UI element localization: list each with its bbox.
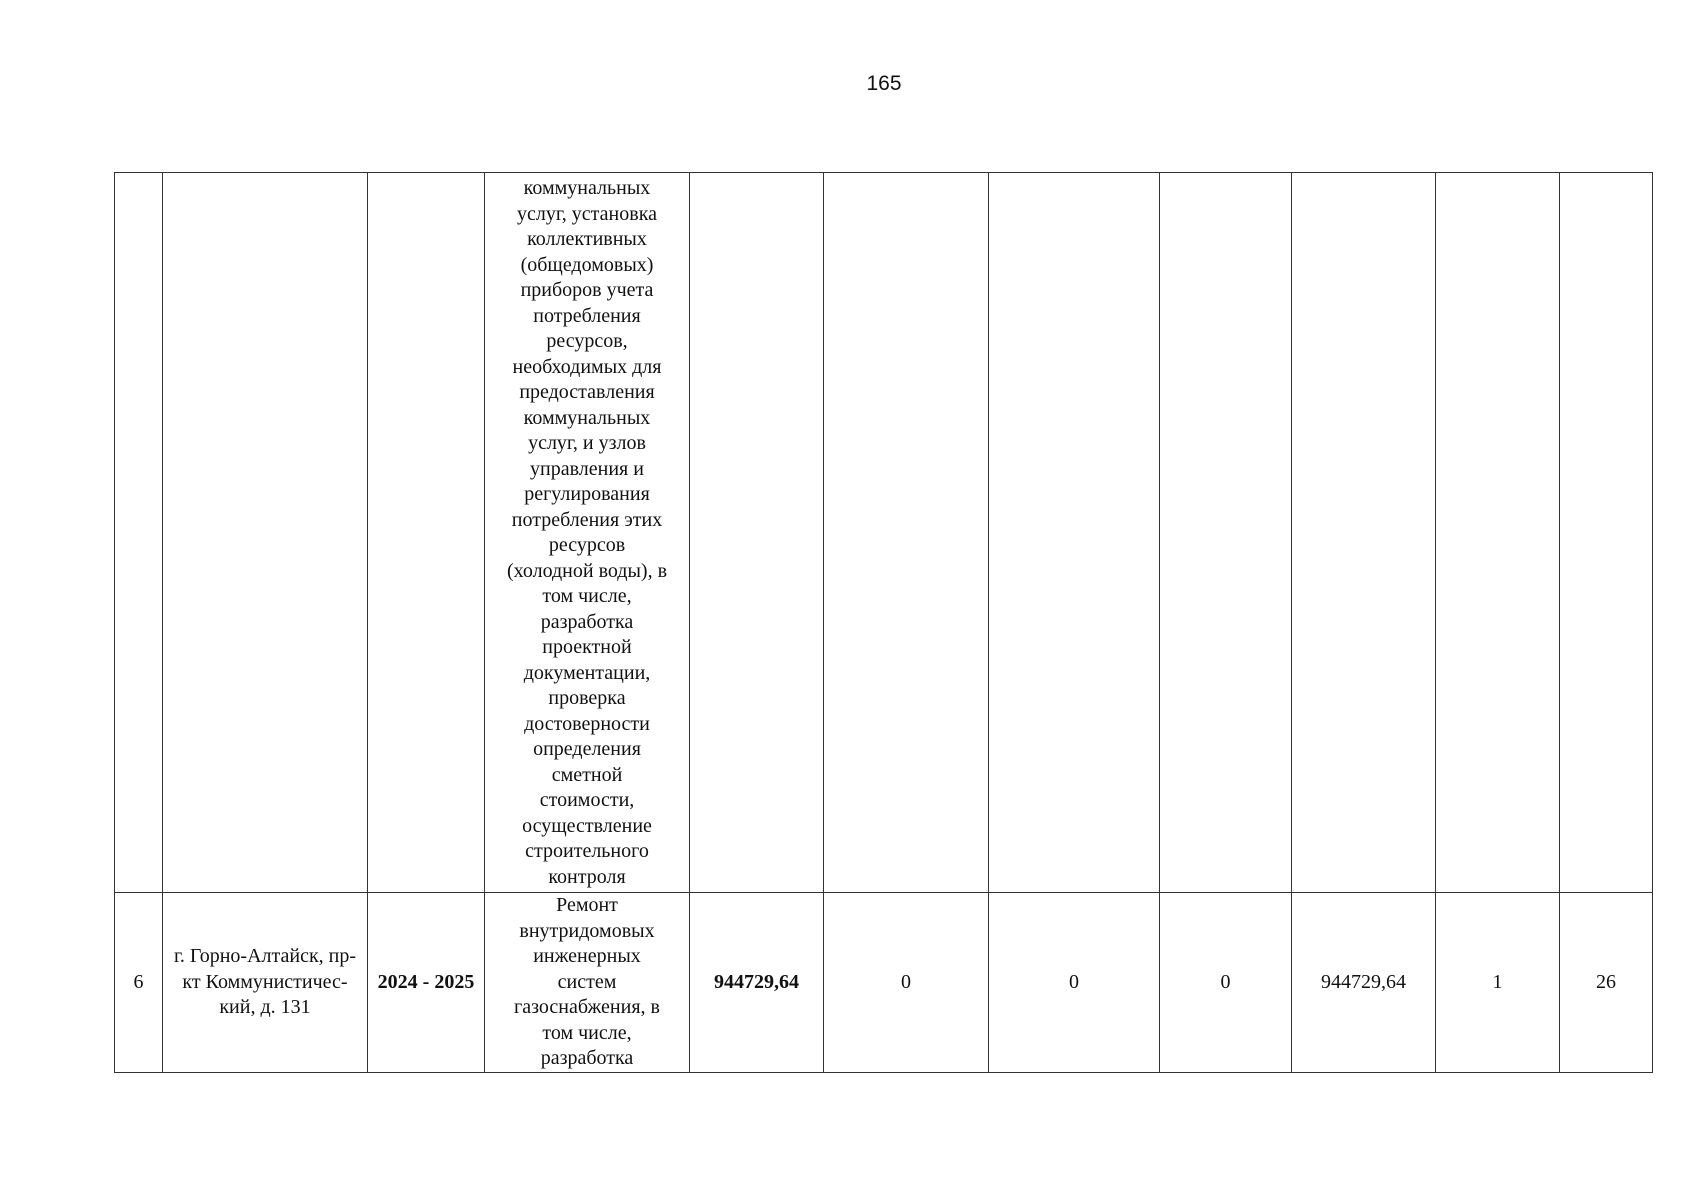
cell-address (163, 173, 368, 893)
cell-col10 (1436, 173, 1560, 893)
cell-col8 (1160, 173, 1292, 893)
cell-col7: 0 (989, 893, 1160, 1073)
cell-col8: 0 (1160, 893, 1292, 1073)
cell-period: 2024 - 2025 (368, 893, 485, 1073)
cell-col10: 1 (1436, 893, 1560, 1073)
cell-period (368, 173, 485, 893)
cell-number: 6 (115, 893, 163, 1073)
cell-work-description (485, 173, 690, 893)
cell-col11 (1560, 173, 1653, 893)
cell-address: г. Горно-Алтайск, пр-кт Коммунистичес-кий, д. 131 (163, 893, 368, 1073)
table-row (115, 893, 1653, 1073)
cell-cost-total: 944729,64 (690, 893, 824, 1073)
cell-number (115, 173, 163, 893)
cell-cost-total (690, 173, 824, 893)
cell-col6 (824, 173, 989, 893)
cell-col6: 0 (824, 893, 989, 1073)
work-schedule-table (114, 172, 1653, 1073)
cell-col11: 26 (1560, 893, 1653, 1073)
page-number: 165 (866, 72, 902, 95)
cell-col9 (1292, 173, 1436, 893)
cell-col7 (989, 173, 1160, 893)
cell-work-description (485, 893, 690, 1073)
work-description-text: коммунальных услуг, установка коллективных (общедомовых) приборов учета потребления ресурсов, необходимых для предоставления коммунальных услуг, и узлов управления и регулирования потребления этих ресурсов (холодной воды), в том числе, разработка проектной документации, проверка достоверности определения сметной стоимости, осуществление строительного контроля (506, 177, 668, 888)
table-row-continuation (115, 173, 1653, 893)
cell-col9: 944729,64 (1292, 893, 1436, 1073)
work-description-text: Ремонт внутридомовых инженерных систем газоснабжения, в том числе, разработка (514, 894, 660, 1069)
